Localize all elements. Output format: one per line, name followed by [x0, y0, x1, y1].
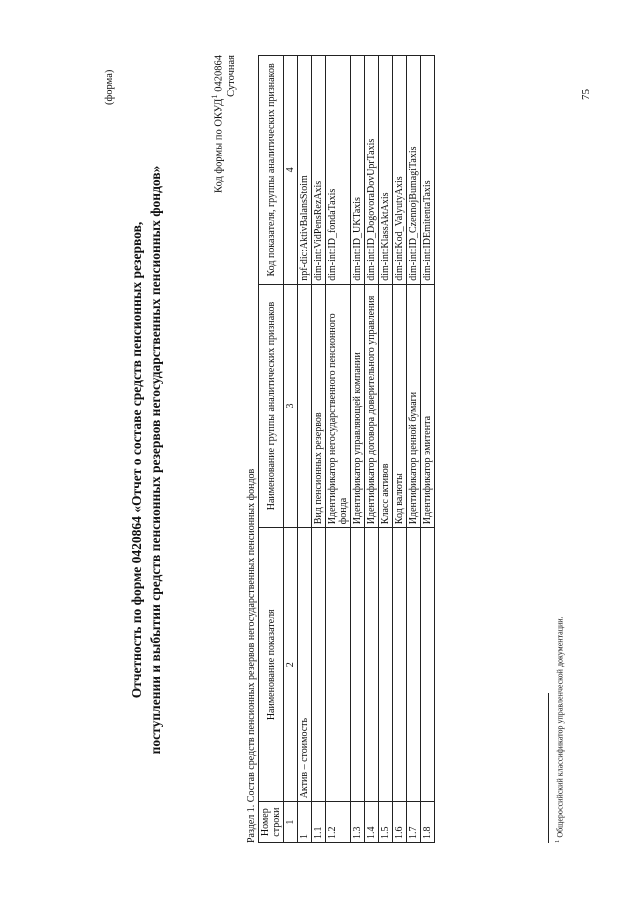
indicator-name [365, 528, 379, 802]
row-number: 1.1 [312, 802, 326, 843]
footnote-divider [548, 693, 549, 843]
group-name: Идентификатор управляющей компании [351, 284, 365, 527]
indicator-code: dim-int:ID_UKTaxis [351, 56, 365, 285]
indicator-name [407, 528, 421, 802]
indicator-code: dim-int:IDEmitentaTaxis [421, 56, 435, 285]
section-title: Раздел 1. Состав средств пенсионных резервов негосударственных пенсионных фондов [246, 468, 257, 843]
indicator-name [393, 528, 407, 802]
header-indicator-name: Наименование показателя [259, 528, 284, 802]
indicator-code: npf-dic:AktivBalansStoim [298, 56, 312, 285]
group-name: Идентификатор эмитента [421, 284, 435, 527]
table-row [326, 56, 351, 843]
table-row [312, 56, 326, 843]
table-header-row [259, 56, 284, 843]
indicator-name [379, 528, 393, 802]
okud-periodicity: Суточная [225, 55, 237, 97]
indicators-table [258, 55, 435, 843]
indicator-code: dim-int:Kod_ValyutyAxis [393, 56, 407, 285]
group-name: Класс активов [379, 284, 393, 527]
indicator-code: dim-int:ID_CzennojBumagiTaxis [407, 56, 421, 285]
indicator-name [351, 528, 365, 802]
row-number: 1.4 [365, 802, 379, 843]
table-row [421, 56, 435, 843]
page-number: 75 [580, 89, 592, 100]
indicator-name: Актив – стоимость [298, 528, 312, 802]
row-number: 1.2 [326, 802, 351, 843]
table-row [351, 56, 365, 843]
row-number: 1.7 [407, 802, 421, 843]
column-numbers-row [284, 56, 298, 843]
indicator-code: dim-int:ID_DogovoraDovUprTaxis [365, 56, 379, 285]
okud-code: 0420864 [213, 55, 225, 92]
table-row [298, 56, 312, 843]
header-group-name: Наименование группы аналитических признаков [259, 284, 284, 527]
footnote-text: Общероссийский классификатор управленческой документации. [555, 616, 565, 838]
okud-label: Код формы по ОКУД [213, 98, 225, 194]
footnote [554, 616, 565, 843]
footnote-mark: 1 [554, 839, 561, 843]
group-name: Вид пенсионных резервов [312, 284, 326, 527]
group-name: Идентификатор ценной бумаги [407, 284, 421, 527]
indicator-code: dim-int:VidPensRezAxis [312, 56, 326, 285]
indicator-code: dim-int:ID_fondaTaxis [326, 56, 351, 285]
row-number: 1.5 [379, 802, 393, 843]
okud-footnote-mark: 1 [209, 94, 219, 99]
table-row [379, 56, 393, 843]
row-number: 1 [298, 802, 312, 843]
report-title [127, 135, 165, 785]
table-row [393, 56, 407, 843]
column-number: 2 [284, 528, 298, 802]
column-number: 1 [284, 802, 298, 843]
indicator-code: dim-int:KlassAktAxis [379, 56, 393, 285]
column-number: 3 [284, 284, 298, 527]
report-title-line-1: Отчетность по форме 0420864 «Отчет о составе средств пенсионных резервов, [129, 221, 144, 699]
group-name [298, 284, 312, 527]
row-number: 1.3 [351, 802, 365, 843]
okud-code-line [208, 55, 226, 345]
column-number: 4 [284, 56, 298, 285]
header-code: Код показателя, группы аналитических признаков [259, 56, 284, 285]
header-row-number: Номер строки [259, 802, 284, 843]
group-name: Идентификатор негосударственного пенсионного фонда [326, 284, 351, 527]
indicator-name [421, 528, 435, 802]
table-row [407, 56, 421, 843]
indicator-name [326, 528, 351, 802]
row-number: 1.8 [421, 802, 435, 843]
report-title-line-2: поступлении и выбытии средств пенсионных резервов негосударственных пенсионных фондов» [148, 165, 163, 755]
okud-block [208, 55, 238, 345]
indicator-name [312, 528, 326, 802]
table-row [365, 56, 379, 843]
row-number: 1.6 [393, 802, 407, 843]
form-label: (форма) [104, 69, 115, 105]
group-name: Код валюты [393, 284, 407, 527]
group-name: Идентификатор договора доверительного управления [365, 284, 379, 527]
